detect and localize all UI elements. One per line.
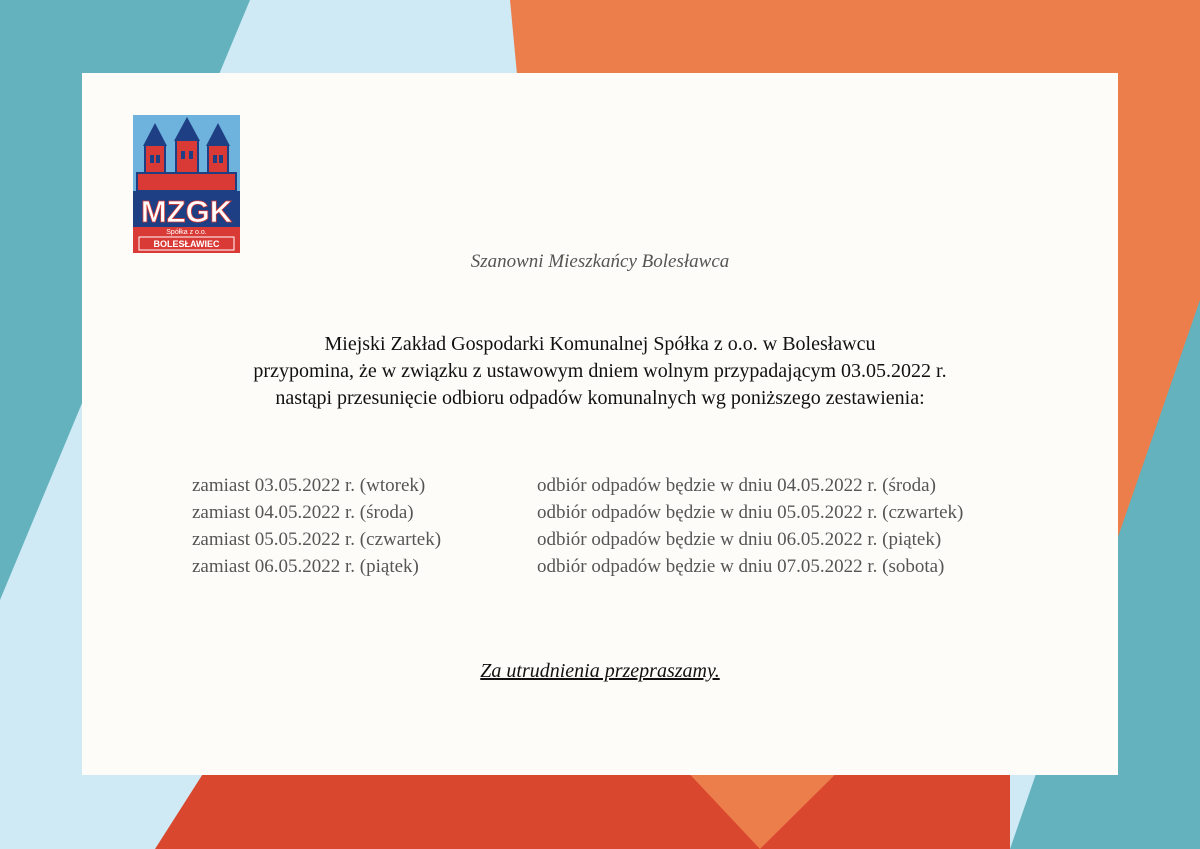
original-date: zamiast 03.05.2022 r. (wtorek) (192, 475, 426, 496)
logo-company-form: Spółka z o.o. (166, 229, 207, 236)
mzgk-logo (133, 115, 240, 253)
intro-line: nastąpi przesunięcie odbioru odpadów komunalnych wg poniższego zestawienia: (275, 387, 925, 409)
intro-line: przypomina, że w związku z ustawowym dniem wolnym przypadającym 03.05.2022 r. (253, 360, 947, 382)
new-pickup-date: odbiór odpadów będzie w dniu 04.05.2022 r. (środa) (537, 475, 936, 496)
notice-card (82, 73, 1118, 775)
new-pickup-date: odbiór odpadów będzie w dniu 05.05.2022 r. (czwartek) (537, 502, 964, 523)
intro-line: Miejski Zakład Gospodarki Komunalnej Spółka z o.o. w Bolesławcu (324, 333, 876, 355)
intro-paragraph (82, 331, 1118, 412)
original-date: zamiast 05.05.2022 r. (czwartek) (192, 529, 442, 550)
original-date: zamiast 04.05.2022 r. (środa) (192, 502, 414, 523)
original-date: zamiast 06.05.2022 r. (piątek) (192, 556, 419, 577)
new-pickup-date: odbiór odpadów będzie w dniu 07.05.2022 r. (sobota) (537, 556, 945, 577)
greeting: Szanowni Mieszkańcy Bolesławca (470, 251, 730, 272)
logo-wordmark: MZGK (140, 194, 233, 229)
logo-city: BOLESŁAWIEC (153, 239, 220, 249)
new-pickup-date: odbiór odpadów będzie w dniu 06.05.2022 r. (piątek) (537, 529, 942, 550)
closing-apology: Za utrudnienia przepraszamy. (480, 660, 720, 682)
